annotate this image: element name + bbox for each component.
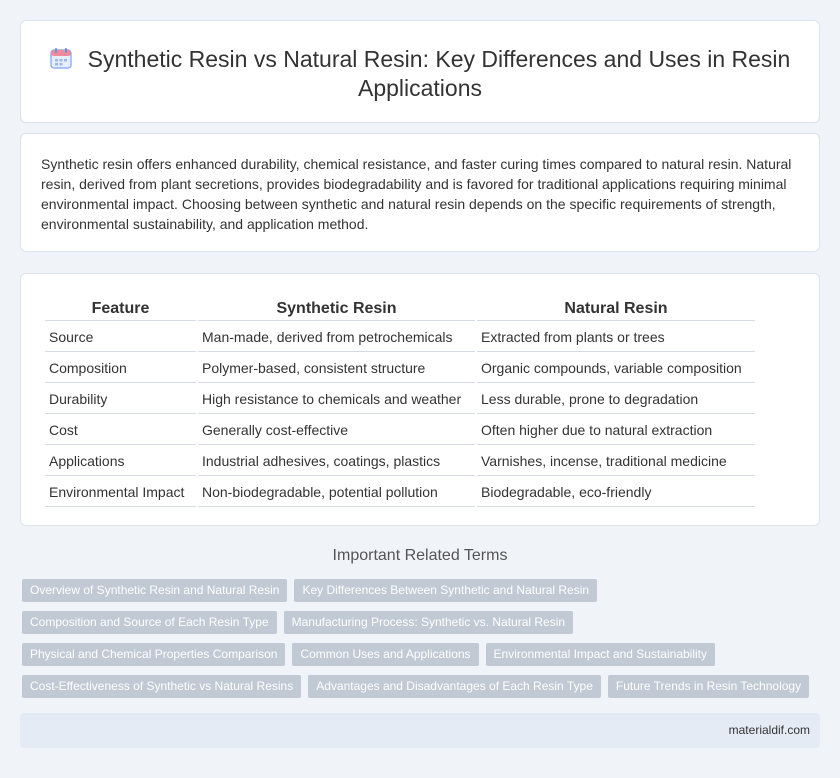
table-cell: Varnishes, incense, traditional medicine bbox=[477, 447, 755, 476]
table-cell: Man-made, derived from petrochemicals bbox=[198, 323, 475, 352]
intro-card bbox=[20, 133, 820, 252]
related-terms-list bbox=[22, 579, 822, 707]
table-cell: Polymer-based, consistent structure bbox=[198, 354, 475, 383]
table-row bbox=[45, 478, 755, 507]
table-cell: Non-biodegradable, potential pollution bbox=[198, 478, 475, 507]
tag-row bbox=[22, 579, 822, 602]
related-term-tag[interactable]: Future Trends in Resin Technology bbox=[608, 675, 809, 698]
table-cell: Biodegradable, eco-friendly bbox=[477, 478, 755, 507]
table-cell: Cost bbox=[45, 416, 196, 445]
column-header: Feature bbox=[45, 298, 196, 321]
header-card bbox=[20, 20, 820, 123]
calendar-icon bbox=[50, 47, 72, 69]
column-header: Synthetic Resin bbox=[198, 298, 475, 321]
related-term-tag[interactable]: Common Uses and Applications bbox=[292, 643, 478, 666]
related-term-tag[interactable]: Overview of Synthetic Resin and Natural Resin bbox=[22, 579, 287, 602]
table-cell: Organic compounds, variable composition bbox=[477, 354, 755, 383]
related-term-tag[interactable]: Advantages and Disadvantages of Each Resin Type bbox=[308, 675, 601, 698]
footer-site-link[interactable]: materialdif.com bbox=[728, 723, 810, 737]
table-cell: Environmental Impact bbox=[45, 478, 196, 507]
table-cell: Often higher due to natural extraction bbox=[477, 416, 755, 445]
table-cell: Composition bbox=[45, 354, 196, 383]
comparison-table bbox=[43, 296, 757, 509]
related-term-tag[interactable]: Composition and Source of Each Resin Type bbox=[22, 611, 277, 634]
tag-row bbox=[22, 675, 822, 698]
table-row bbox=[45, 416, 755, 445]
table-cell: Source bbox=[45, 323, 196, 352]
related-term-tag[interactable]: Physical and Chemical Properties Comparison bbox=[22, 643, 285, 666]
table-cell: High resistance to chemicals and weather bbox=[198, 385, 475, 414]
table-row bbox=[45, 354, 755, 383]
table-row bbox=[45, 323, 755, 352]
intro-text: Synthetic resin offers enhanced durability, chemical resistance, and faster curing times compared to natural resin. Natural resin, derived from plant secretions, provides biodegradability and is favored for traditional applications requiring minimal environmental impact. Choosing between synthetic and natural resin depends on the specific requirements of strength, environmental sustainability, and application method. bbox=[41, 156, 792, 232]
table-cell: Durability bbox=[45, 385, 196, 414]
table-cell: Generally cost-effective bbox=[198, 416, 475, 445]
column-header: Natural Resin bbox=[477, 298, 755, 321]
footer bbox=[20, 713, 820, 748]
comparison-table-card bbox=[20, 273, 820, 526]
related-term-tag[interactable]: Manufacturing Process: Synthetic vs. Natural Resin bbox=[284, 611, 573, 634]
page-title: Synthetic Resin vs Natural Resin: Key Differences and Uses in Resin Applications bbox=[87, 46, 791, 101]
table-cell: Extracted from plants or trees bbox=[477, 323, 755, 352]
table-cell: Applications bbox=[45, 447, 196, 476]
page-title-wrap bbox=[21, 45, 819, 103]
table-cell: Industrial adhesives, coatings, plastics bbox=[198, 447, 475, 476]
table-cell: Less durable, prone to degradation bbox=[477, 385, 755, 414]
table-row bbox=[45, 447, 755, 476]
related-term-tag[interactable]: Cost-Effectiveness of Synthetic vs Natural Resins bbox=[22, 675, 301, 698]
table-header-row bbox=[45, 298, 755, 321]
related-terms-title: Important Related Terms bbox=[332, 547, 508, 564]
tag-row bbox=[22, 611, 822, 634]
related-term-tag[interactable]: Environmental Impact and Sustainability bbox=[486, 643, 715, 666]
tag-row bbox=[22, 643, 822, 666]
related-term-tag[interactable]: Key Differences Between Synthetic and Natural Resin bbox=[294, 579, 597, 602]
table-row bbox=[45, 385, 755, 414]
